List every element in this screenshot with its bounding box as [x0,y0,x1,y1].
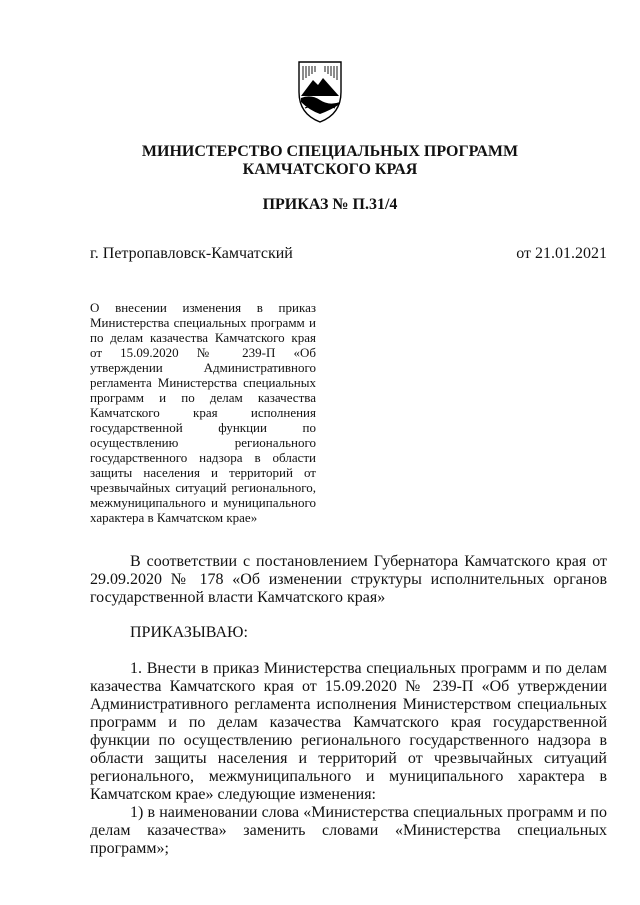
order-subject: О внесении изменения в приказ Министерства специальных программ и по делам казачества Камчатского края от 15.09.2020 № 239-П «Об утверждении Административного регламента Министерства специальных программ и по делам казачества Камчатского края исполнения государственной функции по осуществлению регионального государственного надзора в области защиты населения и территорий от чрезвычайных ситуаций регионального, межмуниципального и муниципального характера в Камчатском крае» [90,300,316,525]
kamchatka-emblem-icon [293,58,347,124]
ministry-name [90,143,570,179]
item-1-paragraph: 1. Внести в приказ Министерства специальных программ и по делам казачества Камчатского края от 15.09.2020 № 239-П «Об утверждении Административного регламента исполнения Министерством специальных программ и по делам казачества Камчатского края государственной функции по осуществлению регионального государственного надзора в области защиты населения и территорий от чрезвычайных ситуаций регионального, межмуниципального и муниципального характера в Камчатском крае» следующие изменения: [90,660,607,803]
ministry-line-2: КАМЧАТСКОГО КРАЯ [242,161,418,178]
document-date: от 21.01.2021 [516,245,607,262]
order-word: ПРИКАЗЫВАЮ: [130,624,248,641]
order-title: ПРИКАЗ № П.31/4 [262,196,398,213]
item-1-subitem-1: 1) в наименовании слова «Министерства специальных программ и по делам казачества» заменить словами «Министерства специальных программ»; [90,804,607,857]
preamble-paragraph: В соответствии с постановлением Губернатора Камчатского края от 29.09.2020 № 178 «Об изменении структуры исполнительных органов государственной власти Камчатского края» [90,553,607,606]
ministry-line-1: МИНИСТЕРСТВО СПЕЦИАЛЬНЫХ ПРОГРАММ [141,143,519,160]
document-place: г. Петропавловск-Камчатский [90,245,293,262]
